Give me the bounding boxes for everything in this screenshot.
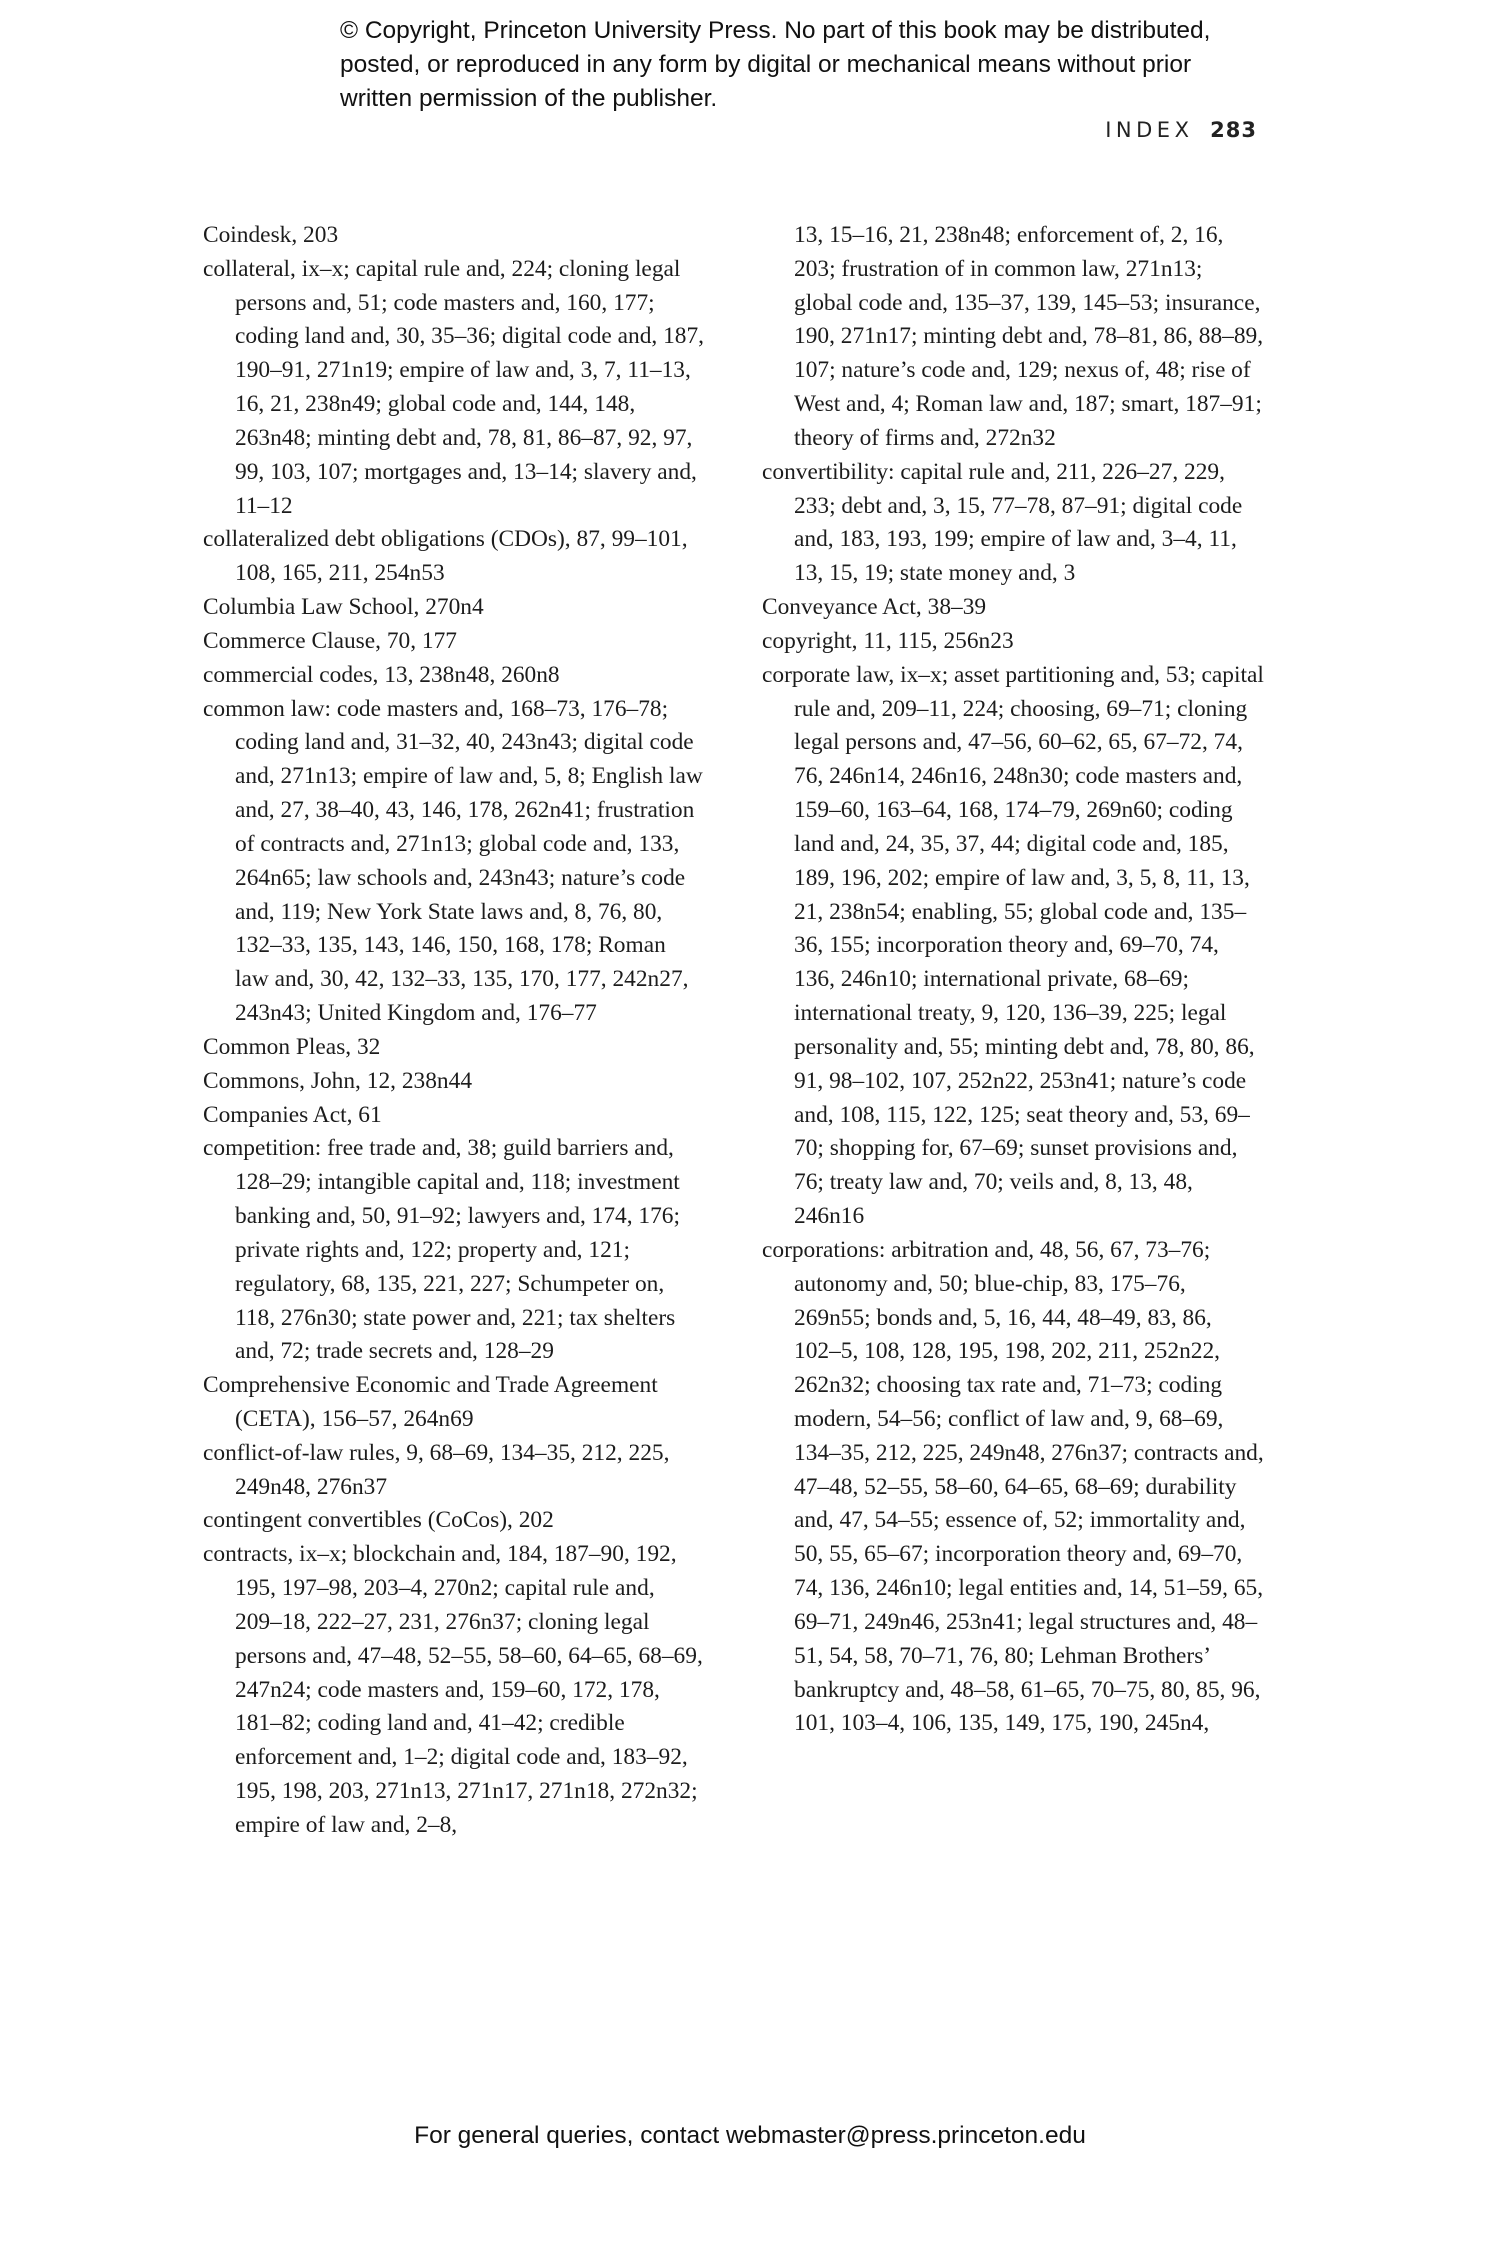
index-entry: collateralized debt obligations (CDOs), 87, 99–101, 108, 165, 211, 254n53 bbox=[203, 526, 688, 587]
index-entry: Common Pleas, 32 bbox=[203, 1033, 381, 1060]
index-column-left bbox=[203, 219, 705, 1843]
index-entry: contingent convertibles (CoCos), 202 bbox=[203, 1507, 554, 1534]
index-entry: Commerce Clause, 70, 177 bbox=[203, 627, 457, 654]
index-entry: corporate law, ix–x; asset partitioning and, 53; capital rule and, 209–11, 224; choosing, 69–71; cloning legal persons and, 47–56, 60–62, 65, 67–72, 74, 76, 246n14, 246n16, 248n30; code masters and, 159–60, 163–64, 168, 174–79, 269n60; coding land and, 24, 35, 37, 44; digital code and, 185, 189, 196, 202; empire of law and, 3, 5, 8, 11, 13, 21, 238n54; enabling, 55; global code and, 135–36, 155; incorporation theory and, 69–70, 74, 136, 246n10; international private, 68–69; international treaty, 9, 120, 136–39, 225; legal personality and, 55; minting debt and, 78, 80, 86, 91, 98–102, 107, 252n22, 253n41; nature’s code and, 108, 115, 122, 125; seat theory and, 53, 69–70; shopping for, 67–69; sunset provisions and, 76; treaty law and, 70; veils and, 8, 13, 48, 246n16 bbox=[762, 661, 1264, 1230]
index-entry: convertibility: capital rule and, 211, 226–27, 229, 233; debt and, 3, 15, 77–78, 87–91; digital code and, 183, 193, 199; empire of law and, 3–4, 11, 13, 15, 19; state money and, 3 bbox=[762, 458, 1243, 587]
index-column-right bbox=[762, 219, 1264, 1741]
index-entry: commercial codes, 13, 238n48, 260n8 bbox=[203, 661, 560, 688]
index-entry: Commons, John, 12, 238n44 bbox=[203, 1067, 473, 1094]
index-entry: Companies Act, 61 bbox=[203, 1101, 382, 1128]
index-entry: Coindesk, 203 bbox=[203, 222, 339, 248]
copyright-notice: © Copyright, Princeton University Press. No part of this book may be distributed, posted, or reproduced in any form by digital or mechanical means without prior written permission of the publisher. bbox=[340, 17, 1211, 112]
footer-contact: For general queries, contact webmaster@press.princeton.edu bbox=[414, 2122, 1086, 2149]
index-entry: Comprehensive Economic and Trade Agreement (CETA), 156–57, 264n69 bbox=[203, 1372, 658, 1432]
index-entry-continuation: 13, 15–16, 21, 238n48; enforcement of, 2, 16, 203; frustration of in common law, 271n13; global code and, 135–37, 139, 145–53; insurance, 190, 271n17; minting debt and, 78–81, 86, 88–89, 107; nature’s code and, 129; nexus of, 48; rise of West and, 4; Roman law and, 187; smart, 187–91; theory of firms and, 272n32 bbox=[794, 222, 1264, 451]
index-entry: contracts, ix–x; blockchain and, 184, 187–90, 192, 195, 197–98, 203–4, 270n2; capital rule and, 209–18, 222–27, 231, 276n37; cloning legal persons and, 47–48, 52–55, 58–60, 64–65, 68–69, 247n24; code masters and, 159–60, 172, 178, 181–82; coding land and, 41–42; credible enforcement and, 1–2; digital code and, 183–92, 195, 198, 203, 271n13, 271n17, 271n18, 272n32; empire of law and, 2–8, bbox=[203, 1541, 703, 1838]
index-entry: corporations: arbitration and, 48, 56, 67, 73–76; autonomy and, 50; blue-chip, 83, 175–76, 269n55; bonds and, 5, 16, 44, 48–49, 83, 86, 102–5, 108, 128, 195, 198, 202, 211, 252n22, 262n32; choosing tax rate and, 71–73; coding modern, 54–56; conflict of law and, 9, 68–69, 134–35, 212, 225, 249n48, 276n37; contracts and, 47–48, 52–55, 58–60, 64–65, 68–69; durability and, 47, 54–55; essence of, 52; immortality and, 50, 55, 65–67; incorporation theory and, 69–70, 74, 136, 246n10; legal entities and, 14, 51–59, 65, 69–71, 249n46, 253n41; legal structures and, 48–51, 54, 58, 70–71, 76, 80; Lehman Brothers’ bankruptcy and, 48–58, 61–65, 70–75, 80, 85, 96, 101, 103–4, 106, 135, 149, 175, 190, 245n4, bbox=[762, 1236, 1264, 1737]
index-entry: common law: code masters and, 168–73, 176–78; coding land and, 31–32, 40, 243n43; digital code and, 271n13; empire of law and, 5, 8; English law and, 27, 38–40, 43, 146, 178, 262n41; frustration of contracts and, 271n13; global code and, 133, 264n65; law schools and, 243n43; nature’s code and, 119; New York State laws and, 8, 76, 80, 132–33, 135, 143, 146, 150, 168, 178; Roman law and, 30, 42, 132–33, 135, 170, 177, 242n27, 243n43; United Kingdom and, 176–77 bbox=[203, 695, 703, 1027]
running-head-label: INDEX bbox=[1105, 118, 1194, 142]
index-entry: conflict-of-law rules, 9, 68–69, 134–35, 212, 225, 249n48, 276n37 bbox=[203, 1439, 670, 1500]
running-head bbox=[1105, 118, 1257, 142]
index-entry: copyright, 11, 115, 256n23 bbox=[762, 627, 1014, 654]
index-entry: Columbia Law School, 270n4 bbox=[203, 594, 484, 621]
index-entry: collateral, ix–x; capital rule and, 224; cloning legal persons and, 51; code masters and, 160, 177; coding land and, 30, 35–36; digital code and, 187, 190–91, 271n19; empire of law and, 3, 7, 11–13, 16, 21, 238n49; global code and, 144, 148, 263n48; minting debt and, 78, 81, 86–87, 92, 97, 99, 103, 107; mortgages and, 13–14; slavery and, 11–12 bbox=[203, 255, 705, 519]
page-number: 283 bbox=[1210, 118, 1257, 142]
index-entry: competition: free trade and, 38; guild barriers and, 128–29; intangible capital and, 118; investment banking and, 50, 91–92; lawyers and, 174, 176; private rights and, 122; property and, 121; regulatory, 68, 135, 221, 227; Schumpeter on, 118, 276n30; state power and, 221; tax shelters and, 72; trade secrets and, 128–29 bbox=[203, 1135, 681, 1365]
index-entry: Conveyance Act, 38–39 bbox=[762, 594, 987, 621]
